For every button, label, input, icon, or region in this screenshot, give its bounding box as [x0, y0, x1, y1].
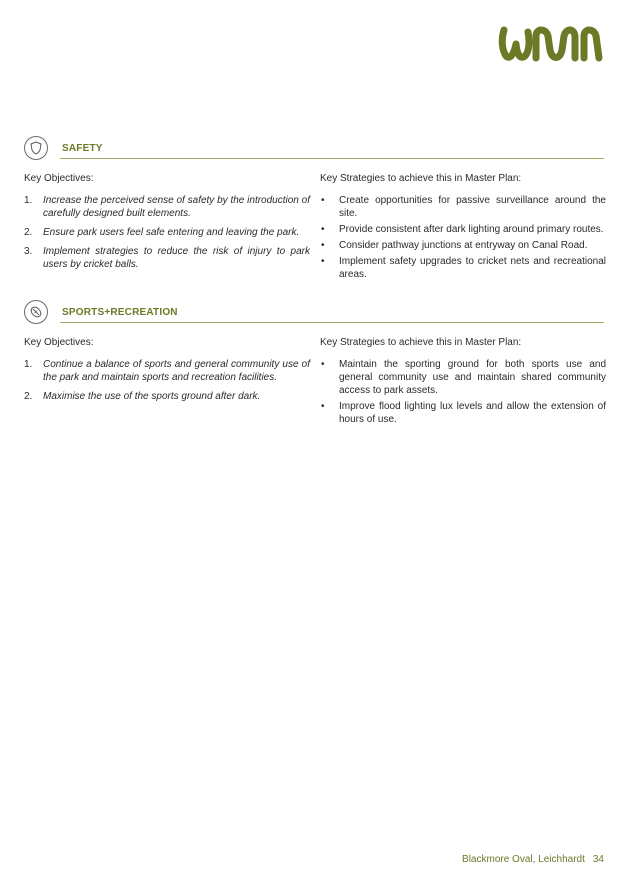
- strategy-item: • Consider pathway junctions at entryway on Canal Road.: [321, 240, 588, 251]
- page-number: 34: [592, 854, 604, 865]
- sports-section-header: [24, 300, 604, 326]
- objectives-label: Key Objectives:: [24, 173, 94, 184]
- wm-logo: [498, 20, 606, 64]
- page-footer: [462, 854, 604, 865]
- strategy-item: • Improve flood lighting lux levels and allow the extension of hours of use.: [321, 401, 606, 425]
- strategy-item: • Implement safety upgrades to cricket nets and recreational areas.: [321, 256, 606, 280]
- sports-objectives: [24, 336, 310, 409]
- safety-section-header: [24, 136, 604, 162]
- section-title: SAFETY: [62, 143, 103, 154]
- section-divider: [60, 158, 604, 159]
- strategy-item: • Provide consistent after dark lighting around primary routes.: [321, 224, 604, 235]
- objective-item: 2. Maximise the use of the sports ground after dark.: [24, 391, 261, 402]
- footer-location: Blackmore Oval, Leichhardt: [462, 854, 585, 865]
- safety-objectives: [24, 172, 310, 277]
- sports-strategies: [320, 336, 606, 429]
- objective-item: 2. Ensure park users feel safe entering and leaving the park.: [24, 227, 300, 238]
- strategy-item: • Maintain the sporting ground for both sports use and general community use and maintain shared community access to park assets.: [321, 359, 606, 396]
- strategy-item: • Create opportunities for passive surveillance around the site.: [321, 195, 606, 219]
- strategies-label: Key Strategies to achieve this in Master Plan:: [320, 337, 522, 348]
- safety-strategies: [320, 172, 606, 284]
- shield-icon: [24, 136, 48, 160]
- section-title: SPORTS+RECREATION: [62, 307, 178, 318]
- objective-item: 1. Increase the perceived sense of safety by the introduction of carefully designed built elements.: [24, 195, 310, 219]
- section-divider: [60, 322, 604, 323]
- ball-icon: [24, 300, 48, 324]
- objectives-label: Key Objectives:: [24, 337, 94, 348]
- objective-item: 1. Continue a balance of sports and general community use of the park and maintain sports and recreation facilities.: [24, 359, 310, 383]
- objective-item: 3. Implement strategies to reduce the risk of injury to park users by cricket balls.: [24, 246, 310, 270]
- strategies-label: Key Strategies to achieve this in Master Plan:: [320, 173, 522, 184]
